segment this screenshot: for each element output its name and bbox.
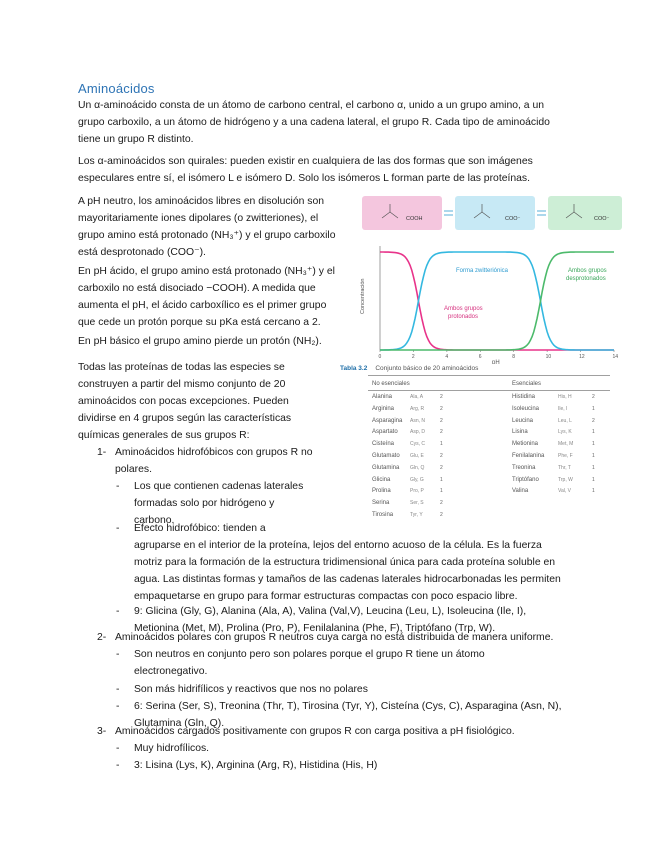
amino-acid-count: 1 [440,441,443,448]
amino-acid-name: Lisina [512,429,528,436]
amino-acid-code: Trp, W [558,476,573,483]
text-line: Los que contienen cadenas laterales [134,481,304,492]
ionization-figure [352,196,622,364]
amino-acid-count: 1 [592,441,595,448]
table-column-nonessential [372,392,502,522]
group-2-bullet-2 [116,681,606,698]
amino-acid-code: Cys, C [410,441,425,448]
x-tick-label: 2 [411,354,415,360]
text-line: 6: Serina (Ser, S), Treonina (Thr, T), Tirosina (Tyr, Y), Cisteína (Cys, C), Asparagina (Asn, N), [134,701,562,712]
text-line: Aminoácidos cargados positivamente con grupos R con carga positiva a pH fisiológico. [115,726,515,737]
list-number: 2- [97,632,107,643]
x-tick-label: 14 [612,354,619,360]
table-row [372,404,502,416]
amino-acid-count: 1 [592,429,595,436]
deprotonated-label-2: desprotonados [566,276,606,282]
text-line: empaquetarse en grupo para formar estructuras compactas con poco espacio libre. [134,591,518,602]
table-row [372,427,502,439]
amino-acid-code: Glu, E [410,452,424,459]
amino-acid-count: 2 [440,417,443,424]
text-line: Aminoácidos polares con grupos R neutros cuya carga no está distribuida de manera uniforme. [115,632,554,643]
amino-acid-count: 1 [592,405,595,412]
basic-ph-paragraph [78,333,348,350]
amino-acid-count: 2 [440,500,443,507]
group-2-bullet-1 [116,646,606,680]
table-row [372,439,502,451]
table-row [512,392,612,404]
group-3-item [97,723,617,740]
amino-acid-name: Treonina [512,464,536,471]
amino-acid-count: 2 [440,464,443,471]
table-row [512,451,612,463]
bullet-dash: - [116,701,120,712]
text-line: 3: Lisina (Lys, K), Arginina (Arg, R), Histidina (His, H) [134,760,378,771]
text-line: que cede un protón porque su pKa está cercano a 2. [78,317,321,328]
amino-acid-code: Phe, F [558,452,573,459]
amino-acid-code: Leu, L [558,417,572,424]
table-row [372,392,502,404]
amino-acid-count: 2 [440,405,443,412]
table-row [372,451,502,463]
zwitterion-label: Forma zwitteriónica [456,268,509,274]
groups-intro-paragraph [78,359,323,444]
table-row [512,404,612,416]
table-row [372,475,502,487]
amino-acid-code: Asn, N [410,417,426,424]
amino-acid-code: His, H [558,394,572,400]
amino-acid-count: 2 [440,511,443,518]
group-3-bullet-1 [116,740,606,757]
amino-acid-name: Alanina [372,394,393,400]
amino-acid-code: Ala, A [410,394,424,400]
amino-acid-count: 1 [440,488,443,495]
amino-acid-name: Leucina [512,417,534,424]
amino-acid-name: Triptófano [512,476,539,483]
bullet-dash: - [116,523,120,534]
text-line: grupo carboxilo, a un átomo de hidrógeno y a una cadena lateral, el grupo R. Cada tipo de aminoácido [78,117,550,128]
table-row [512,439,612,451]
x-tick-label: 12 [579,354,585,360]
amino-acid-code: Pro, P [410,488,424,495]
amino-acid-code: Val, V [558,488,571,495]
table-title [340,364,478,373]
zwitterion-curve [380,252,614,350]
text-line: carboxilo no está disociado −COOH). A medida que [78,283,316,294]
intro-paragraph [78,97,578,148]
text-line: polares. [115,464,152,475]
text-line: agruparse en el interior de la proteína, lejos del entorno acuoso de la célula. Es la fuerza [134,540,542,551]
bullet-dash: - [116,743,120,754]
x-axis-label: pH [492,360,500,364]
amino-acid-count: 1 [592,452,595,459]
box-label: COO⁻ [505,216,521,222]
amino-acid-name: Serina [372,500,390,507]
text-line: 9: Glicina (Gly, G), Alanina (Ala, A), Valina (Val,V), Leucina (Leu, L), Isoleucina (Ile, I), [134,606,527,617]
table-row [512,486,612,498]
text-line: electronegativo. [134,666,208,677]
deprotonated-curve [380,252,614,350]
table-column-essential [512,392,612,498]
amino-acid-code: Thr, T [558,464,571,471]
amino-acid-count: 1 [440,476,443,483]
curves-chart [352,196,622,364]
amino-acid-count: 2 [440,394,443,400]
amino-acid-name: Metionina [512,441,539,448]
text-line: Todas las proteínas de todas las especies se [78,362,285,373]
molecule-bond [566,212,582,218]
amino-acid-count: 2 [440,429,443,436]
amino-acid-code: Gly, G [410,476,424,483]
amino-acid-code: Met, M [558,441,574,448]
neutral-ph-paragraph [78,193,348,261]
table-row [372,510,502,522]
x-ticks [379,350,619,360]
text-line: Metionina (Met, M), Prolina (Pro, P), Fenilalanina (Phe, F), Triptófano (Trp, W). [134,623,496,634]
group-1-bullet-2-continued [134,537,604,605]
table-header-left: No esenciales [372,381,410,387]
text-line: En pH básico el grupo amino pierde un protón (NH₂). [78,336,322,347]
group-1-bullet-2 [116,520,316,537]
text-line: En pH ácido, el grupo amino está protonado (NH₃⁺) y el [78,266,335,277]
amino-acid-name: Valina [512,488,529,495]
chirality-paragraph [78,153,578,187]
molecule-sketches [382,204,582,218]
protonated-label-2: protonados [448,314,479,320]
y-axis-label: Concentración [360,278,366,314]
protonated-curve [380,252,614,350]
text-line: Muy hidrofílicos. [134,743,210,754]
amino-acid-count: 2 [440,452,443,459]
bullet-dash: - [116,760,120,771]
box-label: COO⁻ [594,216,610,222]
bullet-dash: - [116,606,120,617]
table-row [372,416,502,428]
text-line: Son neutros en conjunto pero son polares porque el grupo R tiene un átomo [134,649,485,660]
amino-acid-code: Asp, D [410,429,426,436]
text-line: Aminoácidos hidrofóbicos con grupos R no [115,447,313,458]
text-line: formadas solo por hidrógeno y [134,498,275,509]
text-line: Efecto hidrofóbico: tienden a [134,523,266,534]
bullet-dash: - [116,649,120,660]
table-caption: Conjunto básico de 20 aminoácidos [375,365,479,372]
x-tick-label: 8 [512,354,515,360]
text-line: carbono. [134,515,175,526]
text-line: especulares entre sí, el isómero L e isómero D. Solo los isómeros L forman parte de las proteínas. [78,173,531,184]
text-line: aumenta el pH, el ácido carboxílico es el primer grupo [78,300,327,311]
molecule-bond [382,212,398,218]
text-line: agua. Las distintas formas y tamaños de las cadenas laterales hidrocarbonadas les permiten [134,574,561,585]
bullet-dash: - [116,684,120,695]
amino-acid-count: 1 [592,464,595,471]
text-line: Un α-aminoácido consta de un átomo de carbono central, el carbono α, unido a un grupo amino, a un [78,100,545,111]
bullet-dash: - [116,481,120,492]
amino-acid-name: Arginina [372,405,395,412]
amino-acid-name: Glutamina [372,464,400,471]
amino-acid-name: Isoleucina [512,405,540,412]
table-number: Tabla 3.2 [340,365,368,372]
equilibrium-arrows [444,211,546,215]
x-tick-label: 10 [545,354,552,360]
amino-acid-count: 2 [592,417,595,424]
text-line: grupo amino está protonado (NH₃⁺) y el grupo carboxilo [78,230,336,241]
text-line: mayoritariamente iones dipolares (o zwitteriones), el [78,213,319,224]
text-line: Glutamina (Gln, Q). [134,718,225,729]
amino-acid-name: Fenilalanina [512,452,545,459]
text-line: Son más hidrifílicos y reactivos que nos no polares [134,684,368,695]
text-line: dividirse en 4 grupos según las características [78,413,292,424]
box-label: COOH [406,216,423,222]
amino-acid-name: Aspartato [372,429,398,436]
amino-acid-name: Glicina [372,476,391,483]
text-line: Los α-aminoácidos son quirales: pueden existir en cualquiera de las dos formas que son imágenes [78,156,533,167]
amino-acid-name: Cisteína [372,441,395,448]
amino-acid-code: Ile, I [558,405,568,412]
amino-acid-name: Tirosina [372,511,394,518]
page-title: Aminoácidos [78,81,155,96]
list-number: 1- [97,447,107,458]
deprotonated-label-1: Ambos grupos [568,268,607,274]
x-tick-label: 0 [378,354,382,360]
molecule-bond [474,212,490,218]
text-line: químicas generales de sus grupos R: [78,430,250,441]
text-line: A pH neutro, los aminoácidos libres en disolución son [78,196,325,207]
table-row [512,463,612,475]
amino-acid-code: Lys, K [558,429,572,436]
table-row [512,416,612,428]
amino-acid-count: 1 [592,488,595,495]
table-rule [368,375,610,376]
table-row [372,498,502,510]
amino-acid-table [340,364,610,530]
amino-acid-code: Gln, Q [410,464,425,471]
table-row [512,427,612,439]
table-row [512,475,612,487]
amino-acid-name: Asparagina [372,417,403,424]
amino-acid-name: Glutamato [372,452,400,459]
text-line: tiene un grupo R distinto. [78,134,194,145]
amino-acid-name: Histidina [512,394,536,400]
text-line: motriz para la formación de la estructura tridimensional única para cada proteína soluble en [134,557,556,568]
amino-acid-count: 2 [592,394,595,400]
table-row [372,463,502,475]
group-1-item [97,444,337,478]
group-2-item [97,629,617,646]
list-number: 3- [97,726,107,737]
amino-acid-code: Ser, S [410,500,424,507]
text-line: está desprotonado (COO⁻). [78,247,206,258]
table-rule [368,390,610,391]
text-line: aminoácidos con pocas excepciones. Pueden [78,396,289,407]
text-line: construyen a partir del mismo conjunto de 20 [78,379,286,390]
group-3-bullet-2 [116,757,606,774]
x-tick-label: 4 [445,354,449,360]
table-header-right: Esenciales [512,381,542,387]
amino-acid-name: Prolina [372,488,391,495]
table-row [372,486,502,498]
curve-group [380,252,614,350]
amino-acid-count: 1 [592,476,595,483]
amino-acid-code: Arg, R [410,405,425,412]
acid-ph-paragraph [78,263,348,331]
x-tick-label: 6 [478,354,482,360]
amino-acid-code: Tyr, Y [410,511,423,518]
protonated-label-1: Ambos grupos [444,306,483,312]
